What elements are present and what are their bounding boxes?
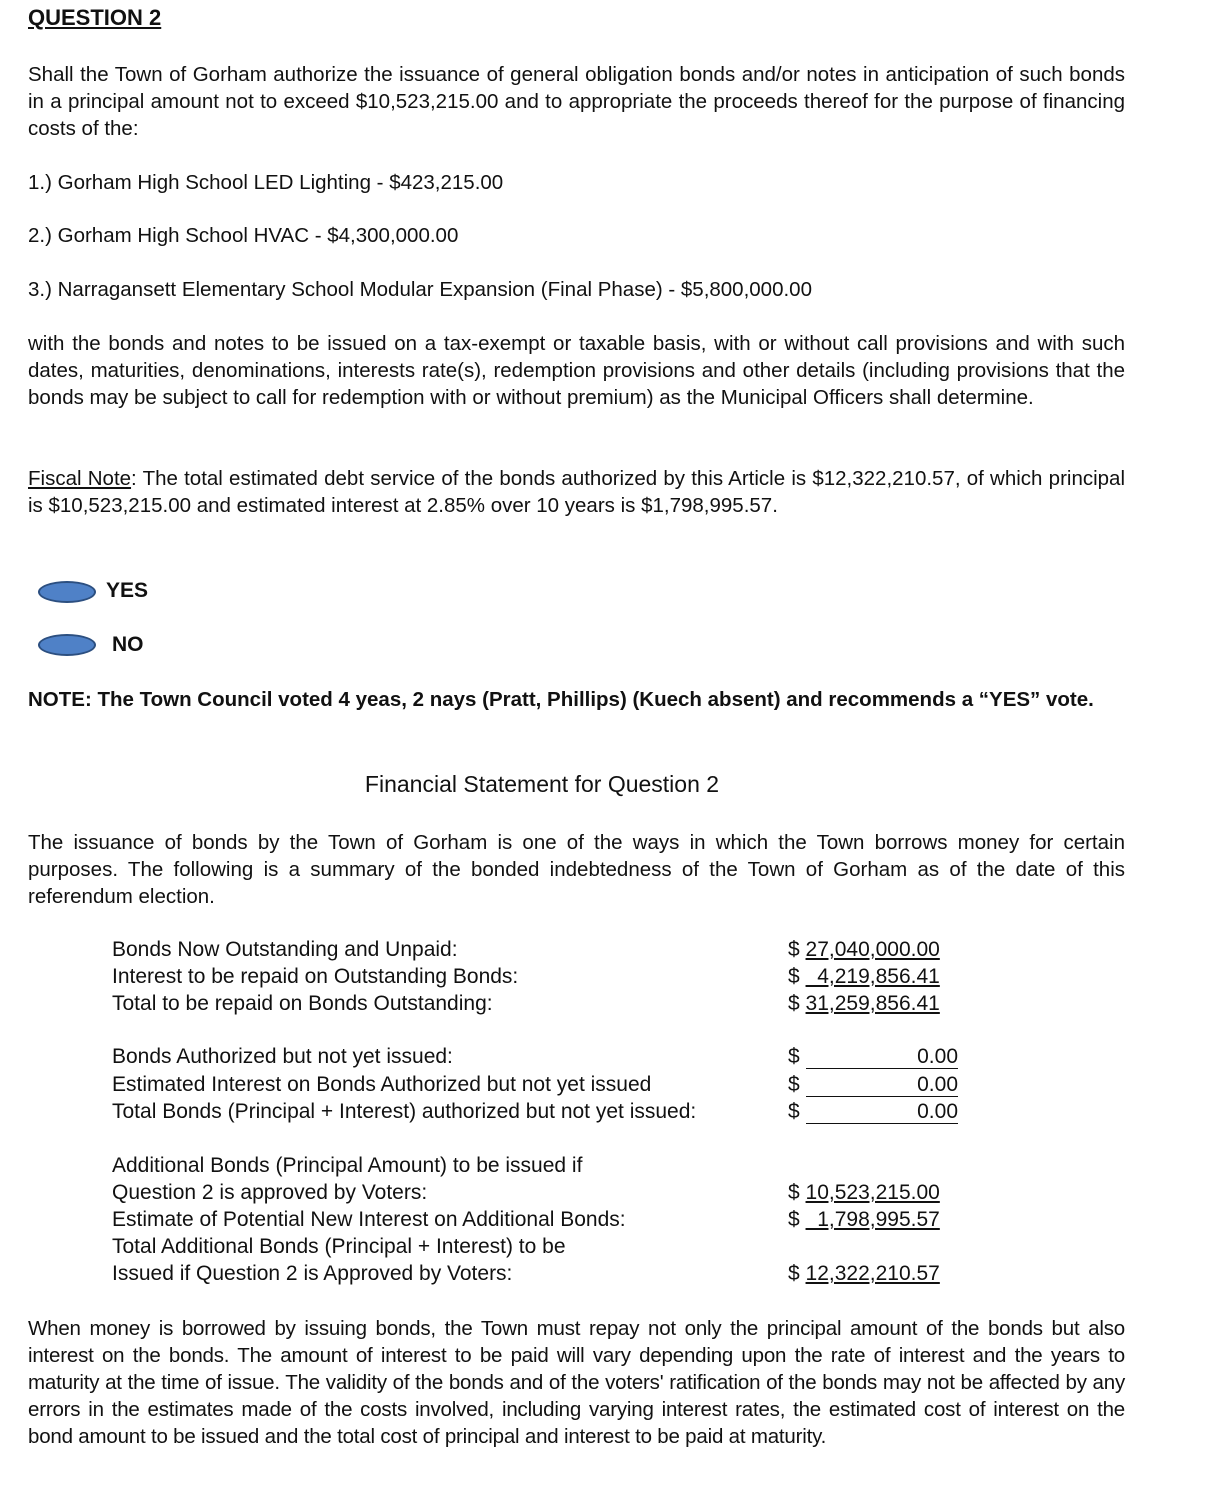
yes-vote-oval[interactable] xyxy=(38,581,96,603)
currency-symbol: $ xyxy=(788,992,800,1015)
fiscal-note-text: : The total estimated debt service of the bonds authorized by this Article is $12,322,210.57, of which principal is $10,523,215.00 and estimated interest at 2.85% over 10 years is $1,798,995.57. xyxy=(28,467,1126,517)
authorized-bonds-value: 0.00 xyxy=(806,1043,958,1069)
additional-interest-amount xyxy=(788,1206,940,1233)
council-note: NOTE: The Town Council voted 4 yeas, 2 nays (Pratt, Phillips) (Kuech absent) and recommends a “YES” vote. xyxy=(28,688,1094,711)
yes-label: YES xyxy=(106,579,149,602)
financial-statement-title: Financial Statement for Question 2 xyxy=(364,771,720,797)
additional-principal-label-line2: Question 2 is approved by Voters: xyxy=(112,1181,428,1204)
bond-terms-text: with the bonds and notes to be issued on a tax-exempt or taxable basis, with or without call provisions and with such dates, maturities, denominations, interests rate(s), redemption provisions and other details (including provisions that the bonds may be subject to call for redemption with or without premium) as the Municipal Officers shall determine. xyxy=(28,332,1125,409)
currency-symbol: $ xyxy=(788,1181,800,1204)
currency-symbol: $ xyxy=(788,938,800,961)
outstanding-bonds-value: 27,040,000.00 xyxy=(805,938,940,961)
additional-principal-amount xyxy=(788,1179,940,1206)
question-heading: QUESTION 2 xyxy=(28,5,162,30)
authorized-bonds-label: Bonds Authorized but not yet issued: xyxy=(112,1045,453,1068)
currency-symbol: $ xyxy=(788,1073,800,1096)
item-1: 1.) Gorham High School LED Lighting - $423,215.00 xyxy=(28,171,504,194)
additional-principal-label-line1: Additional Bonds (Principal Amount) to be issued if xyxy=(112,1154,583,1177)
no-vote-oval[interactable] xyxy=(38,634,96,656)
item-3: 3.) Narragansett Elementary School Modular Expansion (Final Phase) - $5,800,000.00 xyxy=(28,278,812,301)
item-2: 2.) Gorham High School HVAC - $4,300,000.00 xyxy=(28,224,459,247)
additional-interest-label: Estimate of Potential New Interest on Additional Bonds: xyxy=(112,1208,626,1231)
additional-interest-value: 1,798,995.57 xyxy=(805,1208,940,1231)
outstanding-bonds-label: Bonds Now Outstanding and Unpaid: xyxy=(112,938,458,961)
fiscal-note-label: Fiscal Note xyxy=(28,467,132,490)
authorized-interest-value: 0.00 xyxy=(806,1071,958,1097)
outstanding-total-amount xyxy=(788,990,940,1017)
closing-paragraph: When money is borrowed by issuing bonds, the Town must repay not only the principal amount of the bonds but also interest on the bonds. The amount of interest to be paid will vary depending upon the rate of interest and the years to maturity at the time of issue. The validity of the bonds and of the voters' ratification of the bonds may not be affected by any errors in the estimates made of the costs involved, including varying interest rates, the estimated cost of interest on the bond amount to be issued and the total cost of principal and interest to be paid at maturity. xyxy=(28,1317,1125,1448)
additional-total-value: 12,322,210.57 xyxy=(805,1262,940,1285)
fiscal-note xyxy=(28,465,1125,519)
authorized-total-value: 0.00 xyxy=(806,1098,958,1124)
additional-total-amount xyxy=(788,1260,940,1287)
financial-intro: The issuance of bonds by the Town of Gorham is one of the ways in which the Town borrows money for certain purposes. The following is a summary of the bonded indebtedness of the Town of Gorham as of the date of this referendum election. xyxy=(28,831,1125,908)
additional-total-label-line2: Issued if Question 2 is Approved by Voters: xyxy=(112,1262,513,1285)
currency-symbol: $ xyxy=(788,1208,800,1231)
outstanding-total-label: Total to be repaid on Bonds Outstanding: xyxy=(112,992,493,1015)
question-text: Shall the Town of Gorham authorize the issuance of general obligation bonds and/or notes in anticipation of such bonds in a principal amount not to exceed $10,523,215.00 and to appropriate the proceeds thereof for the purpose of financing costs of the: xyxy=(28,63,1125,140)
outstanding-total-value: 31,259,856.41 xyxy=(805,992,940,1015)
currency-symbol: $ xyxy=(788,1045,800,1068)
authorized-total-label: Total Bonds (Principal + Interest) authorized but not yet issued: xyxy=(112,1100,697,1123)
currency-symbol: $ xyxy=(788,965,800,988)
outstanding-interest-value: 4,219,856.41 xyxy=(805,965,940,988)
additional-total-label-line1: Total Additional Bonds (Principal + Interest) to be xyxy=(112,1235,566,1258)
outstanding-interest-label: Interest to be repaid on Outstanding Bonds: xyxy=(112,965,519,988)
currency-symbol: $ xyxy=(788,1262,800,1285)
outstanding-bonds-amount xyxy=(788,936,940,963)
additional-principal-value: 10,523,215.00 xyxy=(805,1181,940,1204)
currency-symbol: $ xyxy=(788,1100,800,1123)
outstanding-interest-amount xyxy=(788,963,940,990)
no-label: NO xyxy=(112,633,144,656)
authorized-interest-label: Estimated Interest on Bonds Authorized but not yet issued xyxy=(112,1073,652,1096)
